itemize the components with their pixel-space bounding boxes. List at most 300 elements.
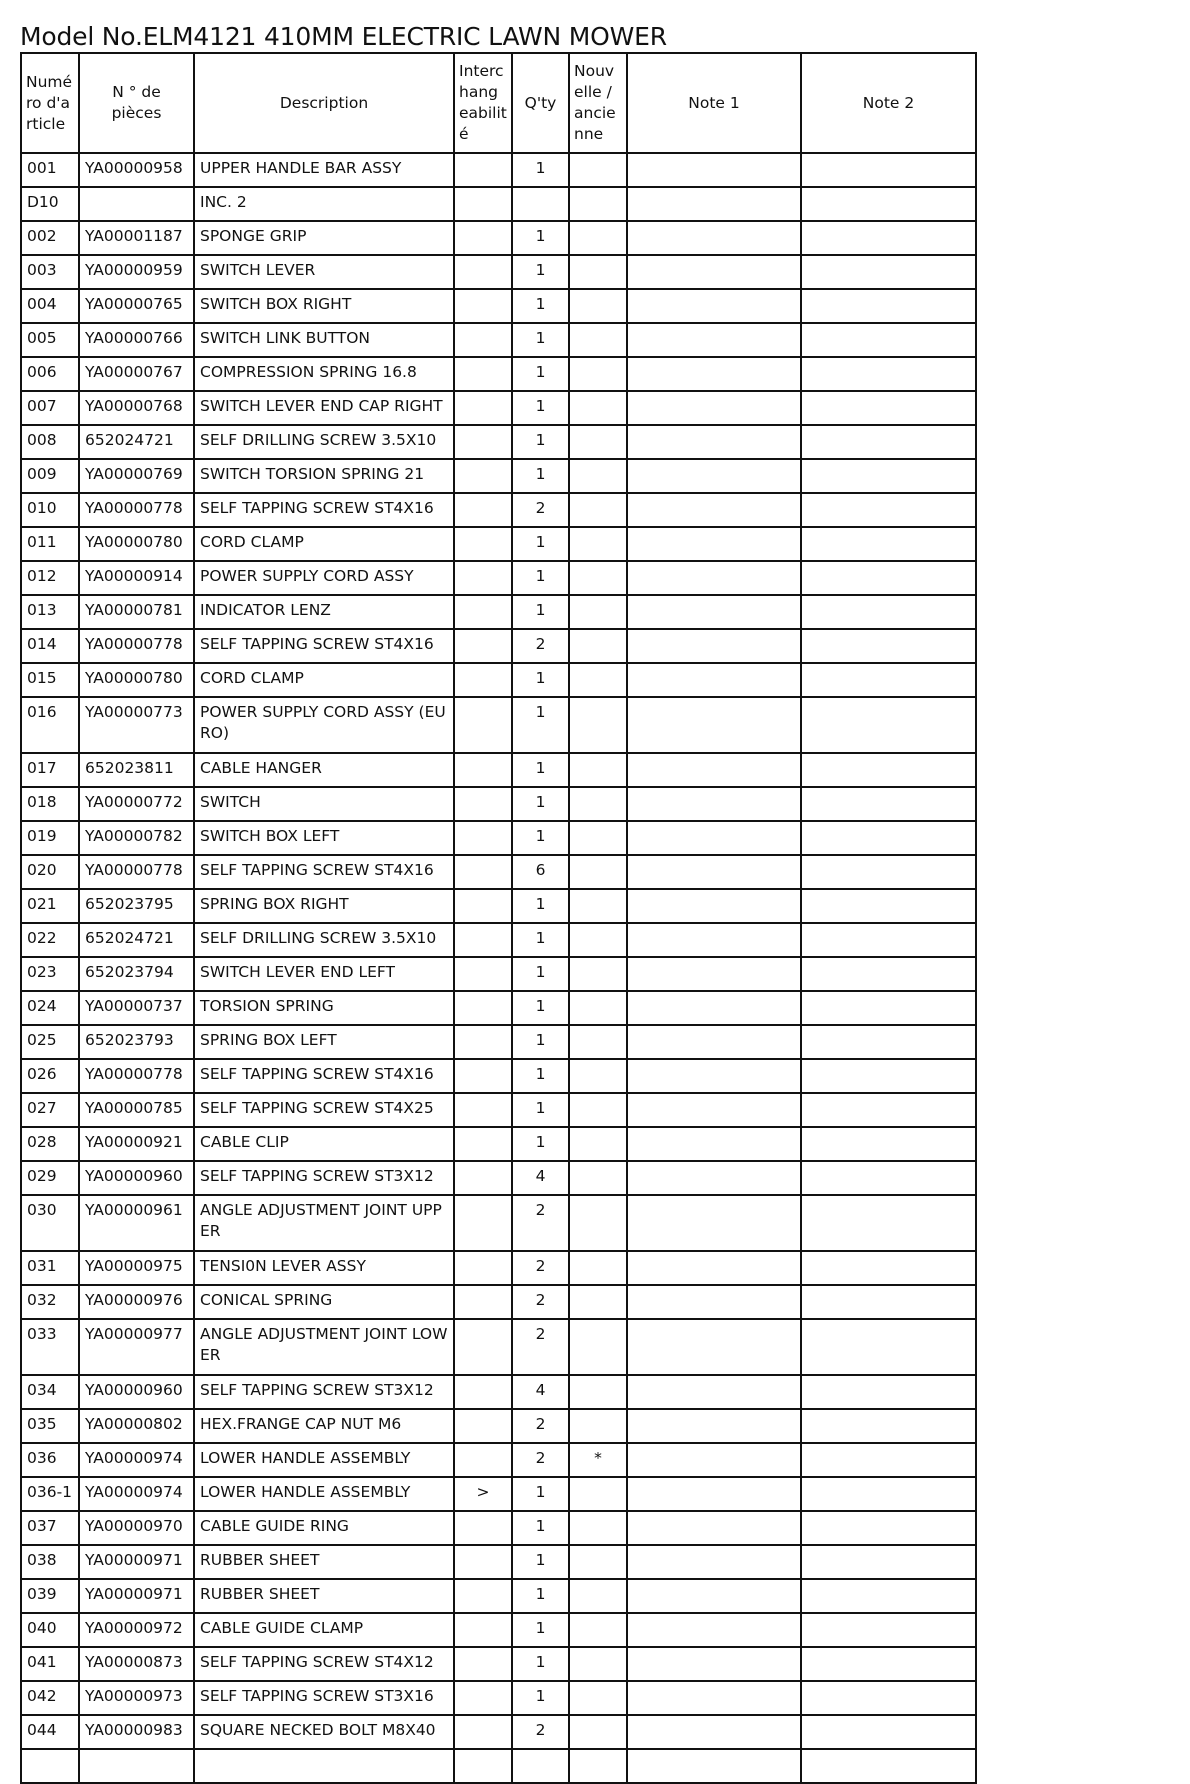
cell-part-no: 652024721 (79, 425, 194, 459)
cell-description: SPRING BOX LEFT (194, 1025, 454, 1059)
cell-interchangeability (454, 1059, 512, 1093)
cell-qty: 6 (512, 855, 569, 889)
cell-part-no: YA00000873 (79, 1647, 194, 1681)
cell-new-old (569, 187, 627, 221)
cell-part-no: YA00000960 (79, 1161, 194, 1195)
table-row (21, 595, 976, 629)
cell-item-no: 011 (21, 527, 79, 561)
cell-note-2 (801, 561, 976, 595)
cell-part-no: 652023795 (79, 889, 194, 923)
parts-table-container (20, 52, 975, 1739)
document-title: Model No.ELM4121 410MM ELECTRIC LAWN MOWER (20, 22, 667, 51)
cell-new-old (569, 1647, 627, 1681)
cell-interchangeability (454, 753, 512, 787)
table-row (21, 1093, 976, 1127)
cell-part-no: YA00000781 (79, 595, 194, 629)
cell-part-no: YA00000975 (79, 1251, 194, 1285)
cell-description: SWITCH LEVER (194, 255, 454, 289)
cell-qty: 1 (512, 787, 569, 821)
cell-part-no: YA00000766 (79, 323, 194, 357)
cell-interchangeability (454, 787, 512, 821)
table-row (21, 527, 976, 561)
cell-note-1 (627, 1285, 801, 1319)
cell-item-no: 008 (21, 425, 79, 459)
cell-description: POWER SUPPLY CORD ASSY (EURO) (194, 697, 454, 753)
cell-interchangeability (454, 323, 512, 357)
cell-interchangeability (454, 957, 512, 991)
cell-part-no: YA00000778 (79, 1059, 194, 1093)
cell-qty (512, 1749, 569, 1783)
cell-new-old (569, 957, 627, 991)
cell-interchangeability (454, 889, 512, 923)
cell-note-1 (627, 855, 801, 889)
cell-note-2 (801, 527, 976, 561)
cell-qty: 2 (512, 1251, 569, 1285)
cell-description: SWITCH TORSION SPRING 21 (194, 459, 454, 493)
table-row (21, 1251, 976, 1285)
cell-item-no: 001 (21, 153, 79, 187)
cell-interchangeability (454, 1093, 512, 1127)
cell-part-no: YA00000970 (79, 1511, 194, 1545)
cell-note-1 (627, 1195, 801, 1251)
cell-part-no: YA00000768 (79, 391, 194, 425)
cell-note-2 (801, 957, 976, 991)
table-row (21, 391, 976, 425)
cell-part-no: YA00000767 (79, 357, 194, 391)
cell-note-1 (627, 1545, 801, 1579)
cell-interchangeability (454, 289, 512, 323)
cell-item-no: 044 (21, 1715, 79, 1749)
cell-description: SELF DRILLING SCREW 3.5X10 (194, 923, 454, 957)
cell-item-no: 002 (21, 221, 79, 255)
cell-note-1 (627, 1647, 801, 1681)
cell-interchangeability (454, 1375, 512, 1409)
cell-part-no: YA00000921 (79, 1127, 194, 1161)
cell-item-no: 014 (21, 629, 79, 663)
cell-new-old (569, 595, 627, 629)
cell-part-no: YA00000914 (79, 561, 194, 595)
cell-qty: 1 (512, 595, 569, 629)
cell-interchangeability: > (454, 1477, 512, 1511)
cell-new-old (569, 1127, 627, 1161)
cell-new-old (569, 1613, 627, 1647)
cell-qty: 1 (512, 1613, 569, 1647)
cell-part-no: YA00000976 (79, 1285, 194, 1319)
cell-new-old (569, 1375, 627, 1409)
cell-interchangeability (454, 187, 512, 221)
cell-item-no: 029 (21, 1161, 79, 1195)
cell-note-2 (801, 425, 976, 459)
cell-item-no: 005 (21, 323, 79, 357)
cell-note-1 (627, 787, 801, 821)
header-new-old: Nouvelle / ancienne (569, 53, 627, 153)
cell-part-no: YA00000959 (79, 255, 194, 289)
cell-description: SELF TAPPING SCREW ST4X16 (194, 855, 454, 889)
cell-part-no: YA00000974 (79, 1443, 194, 1477)
cell-item-no: 040 (21, 1613, 79, 1647)
cell-qty: 1 (512, 1647, 569, 1681)
cell-item-no: 036-1 (21, 1477, 79, 1511)
cell-part-no: YA00000972 (79, 1613, 194, 1647)
cell-new-old (569, 1161, 627, 1195)
cell-new-old (569, 663, 627, 697)
cell-description: POWER SUPPLY CORD ASSY (194, 561, 454, 595)
table-row (21, 787, 976, 821)
cell-note-1 (627, 1319, 801, 1375)
cell-interchangeability (454, 1613, 512, 1647)
cell-interchangeability (454, 855, 512, 889)
cell-note-2 (801, 1251, 976, 1285)
table-row (21, 1681, 976, 1715)
cell-part-no: YA00000765 (79, 289, 194, 323)
table-row (21, 323, 976, 357)
cell-part-no: YA00000780 (79, 527, 194, 561)
cell-new-old (569, 697, 627, 753)
cell-item-no: D10 (21, 187, 79, 221)
table-row (21, 697, 976, 753)
header-row (21, 53, 976, 153)
cell-description: UPPER HANDLE BAR ASSY (194, 153, 454, 187)
cell-new-old (569, 1681, 627, 1715)
table-row (21, 561, 976, 595)
cell-interchangeability (454, 459, 512, 493)
cell-note-1 (627, 697, 801, 753)
cell-part-no: YA00000785 (79, 1093, 194, 1127)
cell-interchangeability (454, 1409, 512, 1443)
cell-note-2 (801, 187, 976, 221)
cell-new-old (569, 1025, 627, 1059)
cell-qty: 1 (512, 391, 569, 425)
table-row (21, 425, 976, 459)
cell-item-no: 012 (21, 561, 79, 595)
cell-qty: 2 (512, 629, 569, 663)
cell-part-no: YA00000769 (79, 459, 194, 493)
cell-description: CABLE CLIP (194, 1127, 454, 1161)
table-row (21, 821, 976, 855)
table-row (21, 889, 976, 923)
cell-note-2 (801, 1409, 976, 1443)
cell-note-2 (801, 357, 976, 391)
cell-interchangeability (454, 1127, 512, 1161)
cell-note-2 (801, 923, 976, 957)
header-item-no: Numéro d'article (21, 53, 79, 153)
cell-note-1 (627, 663, 801, 697)
cell-note-1 (627, 1093, 801, 1127)
table-row (21, 1059, 976, 1093)
cell-note-1 (627, 221, 801, 255)
cell-description: SQUARE NECKED BOLT M8X40 (194, 1715, 454, 1749)
cell-note-2 (801, 1579, 976, 1613)
cell-note-1 (627, 187, 801, 221)
cell-description: CABLE GUIDE RING (194, 1511, 454, 1545)
cell-new-old (569, 889, 627, 923)
table-row (21, 187, 976, 221)
cell-part-no: YA00000961 (79, 1195, 194, 1251)
cell-description: RUBBER SHEET (194, 1545, 454, 1579)
cell-item-no: 007 (21, 391, 79, 425)
table-body (21, 153, 976, 1783)
header-note-2: Note 2 (801, 53, 976, 153)
cell-qty: 1 (512, 753, 569, 787)
cell-qty: 1 (512, 923, 569, 957)
cell-note-1 (627, 991, 801, 1025)
cell-note-2 (801, 1025, 976, 1059)
cell-item-no: 016 (21, 697, 79, 753)
cell-new-old (569, 1545, 627, 1579)
cell-item-no: 017 (21, 753, 79, 787)
cell-description: CORD CLAMP (194, 663, 454, 697)
cell-part-no (79, 1749, 194, 1783)
cell-note-1 (627, 629, 801, 663)
cell-part-no: YA00000772 (79, 787, 194, 821)
cell-part-no: YA00000960 (79, 1375, 194, 1409)
cell-interchangeability (454, 923, 512, 957)
cell-description: SELF TAPPING SCREW ST4X16 (194, 629, 454, 663)
cell-qty: 1 (512, 357, 569, 391)
cell-note-1 (627, 1579, 801, 1613)
cell-interchangeability (454, 357, 512, 391)
cell-note-2 (801, 1093, 976, 1127)
cell-new-old (569, 1409, 627, 1443)
cell-qty: 1 (512, 889, 569, 923)
cell-item-no: 039 (21, 1579, 79, 1613)
cell-part-no: YA00000773 (79, 697, 194, 753)
cell-qty: 4 (512, 1161, 569, 1195)
cell-item-no: 006 (21, 357, 79, 391)
cell-item-no: 009 (21, 459, 79, 493)
cell-new-old (569, 1285, 627, 1319)
cell-part-no: YA00000782 (79, 821, 194, 855)
cell-note-1 (627, 289, 801, 323)
cell-note-2 (801, 1613, 976, 1647)
cell-note-2 (801, 629, 976, 663)
cell-interchangeability (454, 493, 512, 527)
cell-interchangeability (454, 1285, 512, 1319)
table-row (21, 255, 976, 289)
cell-note-1 (627, 153, 801, 187)
cell-note-2 (801, 1059, 976, 1093)
cell-description: LOWER HANDLE ASSEMBLY (194, 1443, 454, 1477)
cell-note-2 (801, 1749, 976, 1783)
cell-note-1 (627, 889, 801, 923)
cell-qty: 1 (512, 957, 569, 991)
cell-note-2 (801, 1647, 976, 1681)
cell-new-old (569, 821, 627, 855)
cell-description: TENSI0N LEVER ASSY (194, 1251, 454, 1285)
cell-qty: 2 (512, 493, 569, 527)
cell-description: CONICAL SPRING (194, 1285, 454, 1319)
table-row (21, 1319, 976, 1375)
cell-note-1 (627, 561, 801, 595)
table-row (21, 221, 976, 255)
cell-note-2 (801, 1511, 976, 1545)
cell-note-1 (627, 1443, 801, 1477)
cell-part-no (79, 187, 194, 221)
table-row (21, 357, 976, 391)
cell-qty: 1 (512, 561, 569, 595)
table-row (21, 1613, 976, 1647)
table-header (21, 53, 976, 153)
cell-new-old (569, 1251, 627, 1285)
cell-interchangeability (454, 391, 512, 425)
cell-part-no: YA00001187 (79, 221, 194, 255)
cell-new-old (569, 221, 627, 255)
cell-item-no: 027 (21, 1093, 79, 1127)
cell-new-old (569, 153, 627, 187)
table-row (21, 1127, 976, 1161)
cell-new-old (569, 391, 627, 425)
cell-new-old (569, 1715, 627, 1749)
cell-item-no: 022 (21, 923, 79, 957)
cell-note-2 (801, 1477, 976, 1511)
cell-note-2 (801, 1545, 976, 1579)
cell-new-old (569, 629, 627, 663)
cell-new-old (569, 991, 627, 1025)
cell-qty: 1 (512, 821, 569, 855)
cell-description: CABLE HANGER (194, 753, 454, 787)
cell-qty: 2 (512, 1285, 569, 1319)
table-row (21, 1545, 976, 1579)
cell-interchangeability (454, 255, 512, 289)
cell-description: ANGLE ADJUSTMENT JOINT UPPER (194, 1195, 454, 1251)
cell-part-no: YA00000983 (79, 1715, 194, 1749)
cell-item-no: 032 (21, 1285, 79, 1319)
table-row-continued (21, 1749, 976, 1783)
table-row (21, 991, 976, 1025)
cell-note-1 (627, 923, 801, 957)
cell-note-2 (801, 255, 976, 289)
cell-qty: 1 (512, 323, 569, 357)
cell-note-2 (801, 323, 976, 357)
cell-item-no: 036 (21, 1443, 79, 1477)
cell-note-1 (627, 493, 801, 527)
cell-note-2 (801, 391, 976, 425)
cell-note-2 (801, 1319, 976, 1375)
table-row (21, 1647, 976, 1681)
cell-note-2 (801, 753, 976, 787)
cell-note-2 (801, 1285, 976, 1319)
cell-new-old (569, 1195, 627, 1251)
cell-interchangeability (454, 1681, 512, 1715)
cell-note-1 (627, 1477, 801, 1511)
cell-description: SELF TAPPING SCREW ST3X12 (194, 1161, 454, 1195)
cell-interchangeability (454, 697, 512, 753)
header-qty: Q'ty (512, 53, 569, 153)
cell-description: SELF TAPPING SCREW ST3X16 (194, 1681, 454, 1715)
cell-qty: 1 (512, 255, 569, 289)
cell-new-old (569, 1319, 627, 1375)
cell-item-no: 021 (21, 889, 79, 923)
cell-item-no: 026 (21, 1059, 79, 1093)
table-row (21, 1025, 976, 1059)
cell-note-1 (627, 821, 801, 855)
cell-interchangeability (454, 1647, 512, 1681)
cell-description: SELF TAPPING SCREW ST4X16 (194, 493, 454, 527)
cell-qty: 1 (512, 1681, 569, 1715)
cell-new-old (569, 1059, 627, 1093)
cell-interchangeability (454, 821, 512, 855)
cell-description: LOWER HANDLE ASSEMBLY (194, 1477, 454, 1511)
parts-table (20, 52, 977, 1784)
table-row (21, 153, 976, 187)
cell-item-no: 030 (21, 1195, 79, 1251)
cell-qty: 1 (512, 425, 569, 459)
cell-description: SWITCH BOX RIGHT (194, 289, 454, 323)
cell-item-no (21, 1749, 79, 1783)
cell-new-old: * (569, 1443, 627, 1477)
cell-interchangeability (454, 221, 512, 255)
cell-part-no: YA00000958 (79, 153, 194, 187)
cell-qty: 1 (512, 697, 569, 753)
cell-note-2 (801, 1127, 976, 1161)
cell-note-1 (627, 459, 801, 493)
cell-part-no: YA00000778 (79, 629, 194, 663)
table-row (21, 289, 976, 323)
cell-note-1 (627, 1681, 801, 1715)
cell-description: COMPRESSION SPRING 16.8 (194, 357, 454, 391)
cell-new-old (569, 255, 627, 289)
cell-interchangeability (454, 1195, 512, 1251)
cell-note-2 (801, 459, 976, 493)
cell-qty: 1 (512, 663, 569, 697)
cell-note-1 (627, 391, 801, 425)
cell-qty: 1 (512, 459, 569, 493)
cell-note-2 (801, 821, 976, 855)
cell-new-old (569, 923, 627, 957)
cell-item-no: 038 (21, 1545, 79, 1579)
header-interchangeability: Interchangeabilité (454, 53, 512, 153)
cell-item-no: 034 (21, 1375, 79, 1409)
cell-interchangeability (454, 991, 512, 1025)
cell-part-no: YA00000971 (79, 1579, 194, 1613)
cell-note-1 (627, 357, 801, 391)
table-row (21, 753, 976, 787)
cell-note-2 (801, 663, 976, 697)
cell-part-no: YA00000737 (79, 991, 194, 1025)
cell-interchangeability (454, 425, 512, 459)
cell-note-2 (801, 1195, 976, 1251)
cell-description: SPRING BOX RIGHT (194, 889, 454, 923)
table-row (21, 1195, 976, 1251)
cell-part-no: YA00000971 (79, 1545, 194, 1579)
cell-part-no: 652024721 (79, 923, 194, 957)
header-note-1: Note 1 (627, 53, 801, 153)
cell-note-2 (801, 221, 976, 255)
cell-item-no: 015 (21, 663, 79, 697)
table-row (21, 493, 976, 527)
cell-interchangeability (454, 153, 512, 187)
table-row (21, 663, 976, 697)
cell-note-2 (801, 153, 976, 187)
cell-new-old (569, 1749, 627, 1783)
cell-interchangeability (454, 1161, 512, 1195)
cell-new-old (569, 753, 627, 787)
cell-item-no: 013 (21, 595, 79, 629)
cell-description: RUBBER SHEET (194, 1579, 454, 1613)
cell-qty: 1 (512, 1579, 569, 1613)
cell-new-old (569, 425, 627, 459)
cell-note-1 (627, 255, 801, 289)
cell-note-2 (801, 1375, 976, 1409)
table-row (21, 1285, 976, 1319)
cell-item-no: 004 (21, 289, 79, 323)
cell-qty: 1 (512, 1477, 569, 1511)
cell-interchangeability (454, 527, 512, 561)
cell-note-1 (627, 1127, 801, 1161)
cell-note-1 (627, 527, 801, 561)
cell-new-old (569, 493, 627, 527)
cell-description: SPONGE GRIP (194, 221, 454, 255)
